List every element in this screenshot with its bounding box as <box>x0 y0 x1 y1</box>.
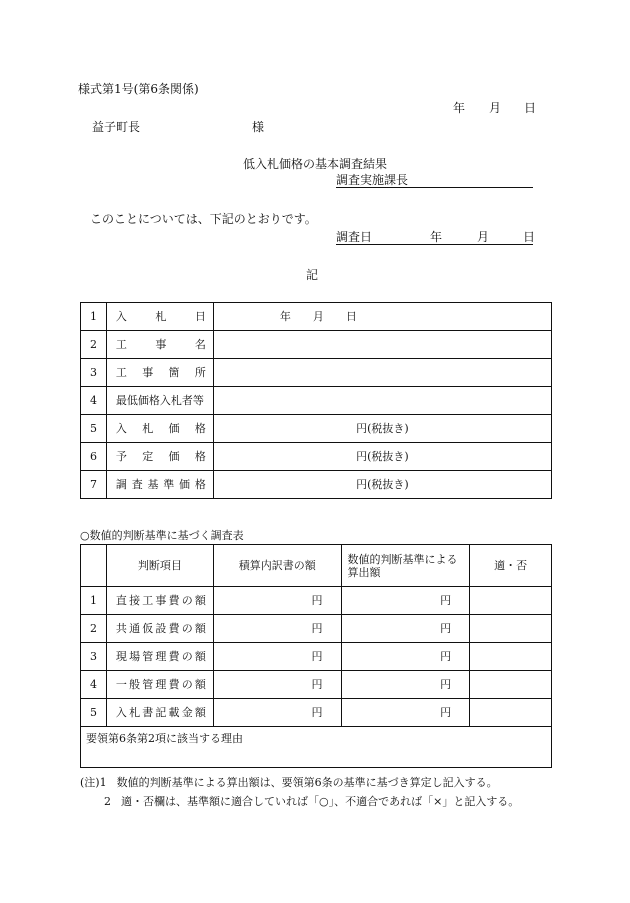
label-char: 金 <box>181 706 193 719</box>
row-label-chars <box>116 366 206 379</box>
judgment-result <box>470 615 552 643</box>
label-char: 費 <box>168 650 180 663</box>
date-year-label: 年 <box>453 101 466 115</box>
row-label-chars <box>116 478 206 491</box>
label-char: 基 <box>147 478 159 491</box>
label-char: 価 <box>168 450 180 463</box>
label-char: 場 <box>129 650 141 663</box>
reason-cell <box>81 727 552 768</box>
survey-date-month: 月 <box>477 230 490 244</box>
row-label-chars <box>116 394 213 407</box>
calculated-amount: 円 <box>341 643 470 671</box>
survey-date-line <box>336 230 536 245</box>
label-char: 費 <box>168 594 180 607</box>
label-char: 額 <box>194 678 206 691</box>
breakdown-amount: 円 <box>213 699 341 727</box>
row-number: 3 <box>81 643 107 671</box>
judgment-result <box>470 587 552 615</box>
judgment-item-label <box>106 643 213 671</box>
bid-info-table <box>80 302 552 499</box>
bid-info-row <box>81 303 552 331</box>
label-char: 設 <box>155 622 167 635</box>
row-number: 2 <box>81 331 107 359</box>
label-char: 工 <box>115 338 127 351</box>
label-char: 費 <box>168 622 180 635</box>
header-calc-line1: 数値的判断基準による <box>347 552 458 566</box>
row-value-text: 円(税抜き) <box>356 450 409 463</box>
label-char: 予 <box>115 450 127 463</box>
label-char: 仮 <box>142 622 154 635</box>
row-number: 4 <box>81 387 107 415</box>
bid-info-row <box>81 443 552 471</box>
header-calc-line2: 算出額 <box>347 565 381 579</box>
header-breakdown: 積算内訳書の額 <box>213 545 341 587</box>
calculated-amount: 円 <box>341 587 470 615</box>
row-value <box>213 387 551 415</box>
label-char: の <box>181 678 193 691</box>
ki-heading: 記 <box>306 268 319 282</box>
row-label <box>106 303 213 331</box>
bid-info-row <box>81 415 552 443</box>
row-number: 6 <box>81 443 107 471</box>
addressee-honorific: 様 <box>252 120 265 134</box>
row-label <box>106 443 213 471</box>
label-char: 価 <box>168 422 180 435</box>
row-value <box>213 303 551 331</box>
label-char: 入 <box>115 422 127 435</box>
judgment-result <box>470 643 552 671</box>
label-char: 所 <box>194 366 206 379</box>
label-char: の <box>181 650 193 663</box>
document-title: 低入札価格の基本調査結果 <box>243 157 388 171</box>
row-label <box>106 471 213 499</box>
judgment-row <box>81 643 552 671</box>
intro-text: このことについては、下記のとおりです。 <box>90 212 317 226</box>
row-number: 5 <box>81 699 107 727</box>
judgment-result <box>470 699 552 727</box>
label-char: 書 <box>142 706 154 719</box>
table-header-row <box>81 545 552 587</box>
row-value-text: 円(税抜き) <box>356 478 409 491</box>
row-label <box>106 331 213 359</box>
row-number: 1 <box>81 303 107 331</box>
survey-table-caption: ○数値的判断基準に基づく調査表 <box>80 529 244 542</box>
row-value <box>213 359 551 387</box>
investigator-line <box>336 173 533 188</box>
label-char: 札 <box>142 422 154 435</box>
label-char: 管 <box>142 678 154 691</box>
judgment-item-chars <box>116 594 206 607</box>
note-1 <box>80 776 498 789</box>
label-char: 調 <box>115 478 127 491</box>
row-number: 7 <box>81 471 107 499</box>
label-char: 現 <box>115 650 127 663</box>
judgment-item-label <box>106 699 213 727</box>
row-number: 1 <box>81 587 107 615</box>
row-value <box>213 415 551 443</box>
label-char: 最低価格入札者等 <box>115 394 204 407</box>
label-char: 額 <box>194 650 206 663</box>
date-day-label: 日 <box>524 101 537 115</box>
row-label-chars <box>116 450 206 463</box>
label-char: 額 <box>194 706 206 719</box>
judgment-item-label <box>106 615 213 643</box>
row-label <box>106 359 213 387</box>
judgment-row <box>81 699 552 727</box>
date-month-label: 月 <box>489 101 502 115</box>
label-char: 事 <box>155 338 167 351</box>
judgment-result <box>470 671 552 699</box>
label-char: 理 <box>155 678 167 691</box>
label-char: 事 <box>142 366 154 379</box>
label-char: 定 <box>142 450 154 463</box>
note-1-prefix: (注)1 <box>80 776 107 789</box>
bid-info-row <box>81 359 552 387</box>
header-calc <box>341 545 470 587</box>
investigator-label: 調査実施課長 <box>336 173 409 187</box>
judgment-item-chars <box>116 622 206 635</box>
calculated-amount: 円 <box>341 699 470 727</box>
label-char: 費 <box>168 678 180 691</box>
label-char: 箇 <box>168 366 180 379</box>
label-char: の <box>181 594 193 607</box>
label-char: 格 <box>194 478 206 491</box>
judgment-row <box>81 671 552 699</box>
row-number: 2 <box>81 615 107 643</box>
row-label-chars <box>116 310 206 323</box>
breakdown-amount: 円 <box>213 615 341 643</box>
bid-info-row <box>81 387 552 415</box>
label-char: 入 <box>115 706 127 719</box>
label-char: 接 <box>129 594 141 607</box>
header-no <box>81 545 107 587</box>
survey-date-label: 調査日 <box>336 230 373 244</box>
label-char: 工 <box>115 366 127 379</box>
label-char: 一 <box>115 678 127 691</box>
label-char: 記 <box>155 706 167 719</box>
label-char: 額 <box>194 622 206 635</box>
judgment-item-chars <box>116 706 206 719</box>
row-number: 4 <box>81 671 107 699</box>
label-char: 管 <box>142 650 154 663</box>
row-label <box>106 387 213 415</box>
label-char: 札 <box>129 706 141 719</box>
judgment-row <box>81 615 552 643</box>
label-char: 札 <box>155 310 167 323</box>
row-value <box>213 331 551 359</box>
row-value <box>213 471 551 499</box>
judgment-item-chars <box>116 678 206 691</box>
label-char: 格 <box>194 450 206 463</box>
note-1-text: 数値的判断基準による算出額は、要領第6条の基準に基づき算定し記入する。 <box>116 776 498 789</box>
survey-date-year: 年 <box>430 230 443 244</box>
note-2-text: 適・否欄は、基準額に適合していれば「○」、不適合であれば「×」と記入する。 <box>121 795 520 808</box>
header-judge: 適・否 <box>470 545 552 587</box>
reason-row <box>81 727 552 768</box>
row-label <box>106 415 213 443</box>
label-char: 日 <box>194 310 206 323</box>
label-char: 準 <box>163 478 175 491</box>
note-2 <box>104 795 519 808</box>
note-2-prefix: 2 <box>104 795 111 808</box>
label-char: 事 <box>155 594 167 607</box>
label-char: の <box>181 622 193 635</box>
reason-label: 要領第6条第2項に該当する理由 <box>86 732 243 745</box>
row-number: 3 <box>81 359 107 387</box>
row-value-text: 年 月 日 <box>279 310 357 323</box>
judgment-item-chars <box>116 650 206 663</box>
label-char: 般 <box>129 678 141 691</box>
label-char: 額 <box>194 594 206 607</box>
label-char: 査 <box>131 478 143 491</box>
label-char: 入 <box>115 310 127 323</box>
row-label-chars <box>116 338 206 351</box>
header-item: 判断項目 <box>106 545 213 587</box>
label-char: 通 <box>129 622 141 635</box>
bid-info-row <box>81 331 552 359</box>
breakdown-amount: 円 <box>213 671 341 699</box>
row-value-text: 円(税抜き) <box>356 422 409 435</box>
row-label-chars <box>116 422 206 435</box>
addressee: 益子町長 <box>92 120 141 134</box>
calculated-amount: 円 <box>341 615 470 643</box>
label-char: 名 <box>194 338 206 351</box>
breakdown-amount: 円 <box>213 643 341 671</box>
judgment-item-label <box>106 671 213 699</box>
survey-date-day: 日 <box>523 230 536 244</box>
breakdown-amount: 円 <box>213 587 341 615</box>
label-char: 理 <box>155 650 167 663</box>
judgment-item-label <box>106 587 213 615</box>
numeric-judgment-table <box>80 544 552 768</box>
bid-info-row <box>81 471 552 499</box>
label-char: 載 <box>168 706 180 719</box>
label-char: 格 <box>194 422 206 435</box>
calculated-amount: 円 <box>341 671 470 699</box>
row-value <box>213 443 551 471</box>
label-char: 価 <box>179 478 191 491</box>
label-char: 直 <box>115 594 127 607</box>
judgment-row <box>81 587 552 615</box>
label-char: 共 <box>115 622 127 635</box>
row-number: 5 <box>81 415 107 443</box>
form-number: 様式第1号(第6条関係) <box>78 82 199 96</box>
label-char: 工 <box>142 594 154 607</box>
